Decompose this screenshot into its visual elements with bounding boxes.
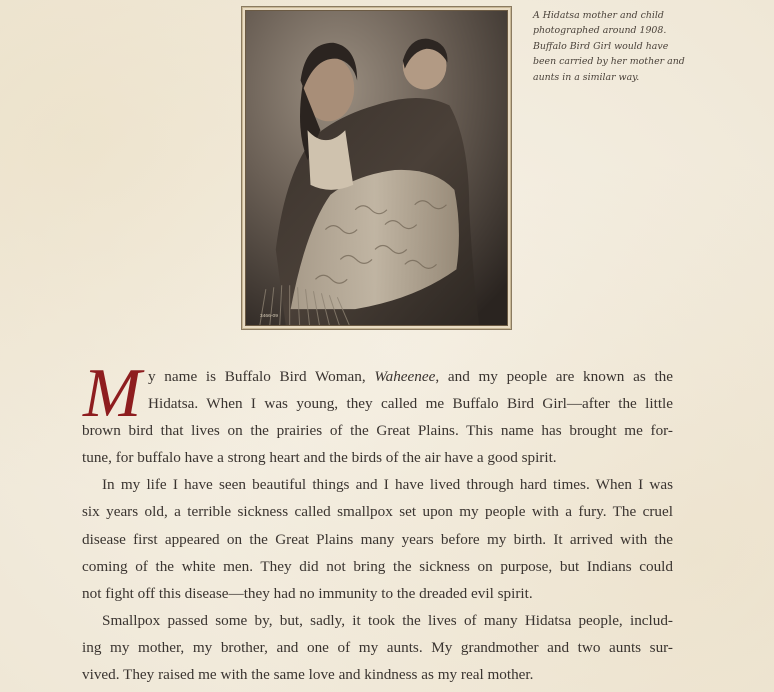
paragraph-2-line: not fight off this disease—they had no immunity to the dreaded evil spirit. xyxy=(82,584,533,602)
text-run: y name is Buffalo Bird Woman, xyxy=(148,368,375,385)
paragraph-2-line: six years old, a terrible sickness called smallpox set upon my people with a fury. The cruel xyxy=(82,503,673,521)
paragraph-2-line: In my life I have seen beautiful things and I have lived through hard times. When I was xyxy=(102,476,673,494)
paragraph-1-line xyxy=(148,363,673,390)
caption-line: A Hidatsa mother and child xyxy=(533,10,664,21)
historical-photograph xyxy=(245,10,508,326)
paragraph-3-line: ing my mother, my brother, and one of my aunts. My grandmother and two aunts sur- xyxy=(82,638,673,656)
caption-line: aunts in a similar way. xyxy=(533,71,640,83)
paragraph-3-line: vived. They raised me with the same love and kindness as my real mother. xyxy=(82,666,534,684)
caption-line: Buffalo Bird Girl would have xyxy=(533,40,669,52)
photo-frame xyxy=(241,6,512,330)
photo-caption xyxy=(533,8,693,85)
paragraph-1-line: tune, for buffalo have a strong heart and the birds of the air have a good spirit. xyxy=(82,449,557,467)
text-run: , and my people are known as the xyxy=(435,368,673,385)
native-name: Waheenee xyxy=(374,368,436,385)
drop-cap: M xyxy=(83,355,142,432)
paragraph-1-line: Hidatsa. When I was young, they called me Buffalo Bird Girl—after the little xyxy=(148,395,673,413)
paragraph-1-line: brown bird that lives on the prairies of the Great Plains. This name has brought me for- xyxy=(82,422,673,440)
paragraph-3-line: Smallpox passed some by, but, sadly, it took the lives of many Hidatsa people, includ- xyxy=(102,611,673,629)
caption-line: photographed around 1908. xyxy=(533,25,667,37)
paragraph-2-line: disease first appeared on the Great Plains many years before my birth. It arrived with the xyxy=(82,530,673,548)
photo-illustration xyxy=(246,11,507,325)
photo-inscription: 3466-09 xyxy=(259,314,279,320)
paragraph-2-line: coming of the white men. They did not bring the sickness on purpose, but Indians could xyxy=(82,557,673,575)
caption-line: been carried by her mother and xyxy=(533,56,685,68)
body-text xyxy=(82,355,673,688)
